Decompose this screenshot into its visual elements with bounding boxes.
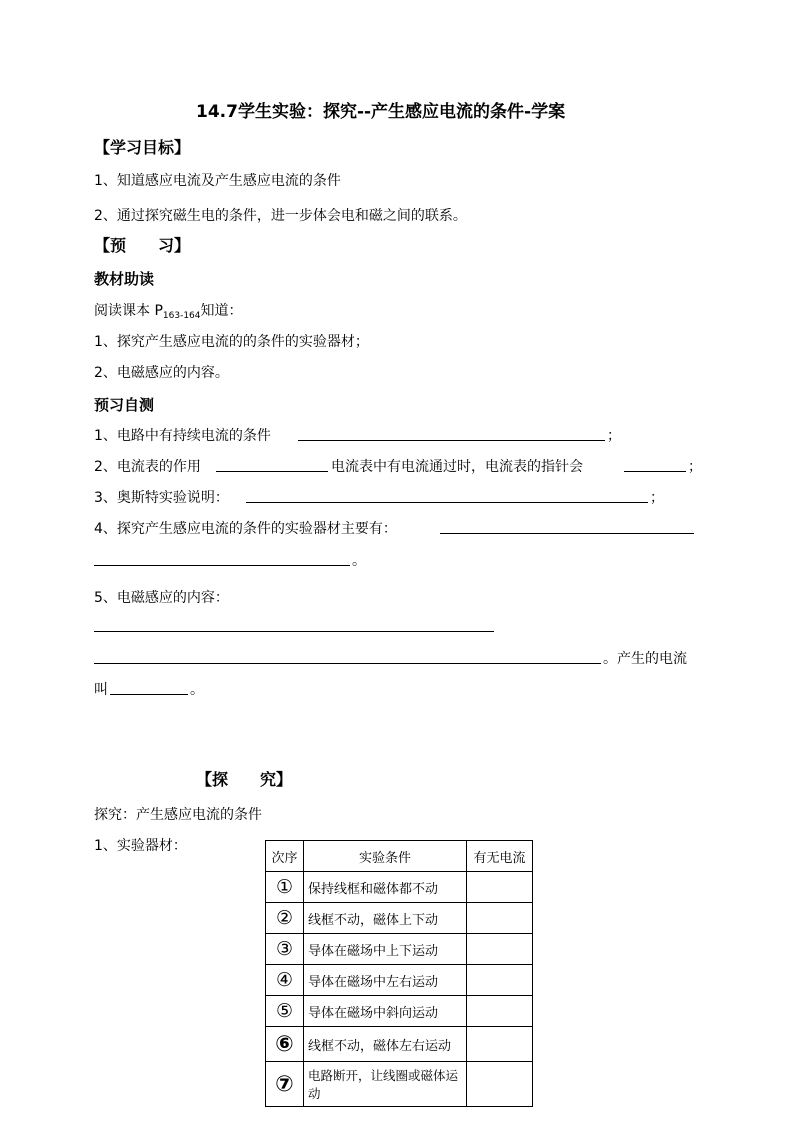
answer-blank-4b[interactable] [94, 565, 350, 566]
question-5-end: 。 [190, 682, 204, 698]
row-number: ③ [266, 934, 304, 965]
question-5-tail: 。产生的电流 [603, 651, 687, 667]
row-result-cell[interactable] [467, 965, 533, 996]
question-5-tail-2: 叫 [94, 682, 108, 698]
preview-header: 【预 习】 [94, 236, 191, 255]
answer-blank-2a[interactable] [216, 471, 328, 472]
answer-blank-5c[interactable] [110, 694, 188, 695]
row-condition: 线框不动，磁体上下动 [304, 903, 467, 934]
row-number: ⑥ [266, 1027, 304, 1062]
textbook-intro-suffix: 知道： [200, 303, 243, 319]
row-number: ② [266, 903, 304, 934]
question-2-end: ； [688, 459, 702, 475]
table-row [266, 965, 533, 996]
header-order: 次序 [266, 841, 304, 872]
table-row [266, 1062, 533, 1107]
textbook-intro-pages: 163-164 [162, 311, 201, 321]
answer-blank-3[interactable] [246, 502, 648, 503]
answer-blank-4a[interactable] [440, 533, 694, 534]
question-4: 4、探究产生感应电流的条件的实验器材主要有： [94, 521, 397, 537]
header-current: 有无电流 [467, 841, 533, 872]
table-row [266, 996, 533, 1027]
textbook-item-1: 1、探究产生感应电流的的条件的实验器材； [94, 334, 369, 350]
table-header-row [266, 841, 533, 872]
row-number: ④ [266, 965, 304, 996]
question-2-part-a: 2、电流表的作用 [94, 459, 201, 475]
answer-blank-5a[interactable] [94, 631, 494, 632]
row-result-cell[interactable] [467, 1027, 533, 1062]
goal-item-1: 1、知道感应电流及产生感应电流的条件 [94, 173, 341, 189]
explore-materials: 1、实验器材： [94, 838, 187, 854]
answer-blank-2b[interactable] [624, 471, 686, 472]
question-3: 3、奥斯特实验说明： [94, 490, 229, 506]
row-result-cell[interactable] [467, 934, 533, 965]
question-5: 5、电磁感应的内容： [94, 590, 229, 606]
question-1: 1、电路中有持续电流的条件 [94, 428, 271, 444]
row-number: ⑦ [266, 1062, 304, 1107]
question-3-end: ； [650, 490, 664, 506]
row-result-cell[interactable] [467, 996, 533, 1027]
table-row [266, 934, 533, 965]
question-2-part-b: 电流表中有电流通过时，电流表的指针会 [331, 459, 583, 475]
goals-header: 【学习目标】 [94, 138, 191, 157]
textbook-intro [94, 300, 243, 321]
row-number: ⑤ [266, 996, 304, 1027]
textbook-intro-prefix: 阅读课本 P [94, 303, 163, 319]
row-condition: 保持线框和磁体都不动 [304, 872, 467, 903]
experiment-table [265, 840, 533, 1107]
row-condition: 线框不动，磁体左右运动 [304, 1027, 467, 1062]
explore-header: 【探 究】 [196, 770, 293, 789]
table-row [266, 872, 533, 903]
row-condition: 导体在磁场中上下运动 [304, 934, 467, 965]
question-4-end: 。 [352, 553, 366, 569]
row-result-cell[interactable] [467, 872, 533, 903]
row-condition: 导体在磁场中斜向运动 [304, 996, 467, 1027]
question-1-end: ； [607, 428, 621, 444]
table-row [266, 903, 533, 934]
explore-intro: 探究：产生感应电流的条件 [94, 807, 262, 823]
self-test-header: 预习自测 [94, 396, 155, 414]
header-condition: 实验条件 [304, 841, 467, 872]
row-result-cell[interactable] [467, 903, 533, 934]
row-number: ① [266, 872, 304, 903]
textbook-header: 教材助读 [94, 270, 155, 288]
page-title: 14.7学生实验：探究--产生感应电流的条件-学案 [196, 102, 566, 122]
row-result-cell[interactable] [467, 1062, 533, 1107]
table-row [266, 1027, 533, 1062]
textbook-item-2: 2、电磁感应的内容。 [94, 365, 229, 381]
row-condition: 电路断开，让线圈或磁体运动 [304, 1062, 467, 1107]
answer-blank-1[interactable] [298, 440, 605, 441]
goal-item-2: 2、通过探究磁生电的条件，进一步体会电和磁之间的联系。 [94, 208, 467, 224]
row-condition: 导体在磁场中左右运动 [304, 965, 467, 996]
answer-blank-5b[interactable] [94, 663, 601, 664]
